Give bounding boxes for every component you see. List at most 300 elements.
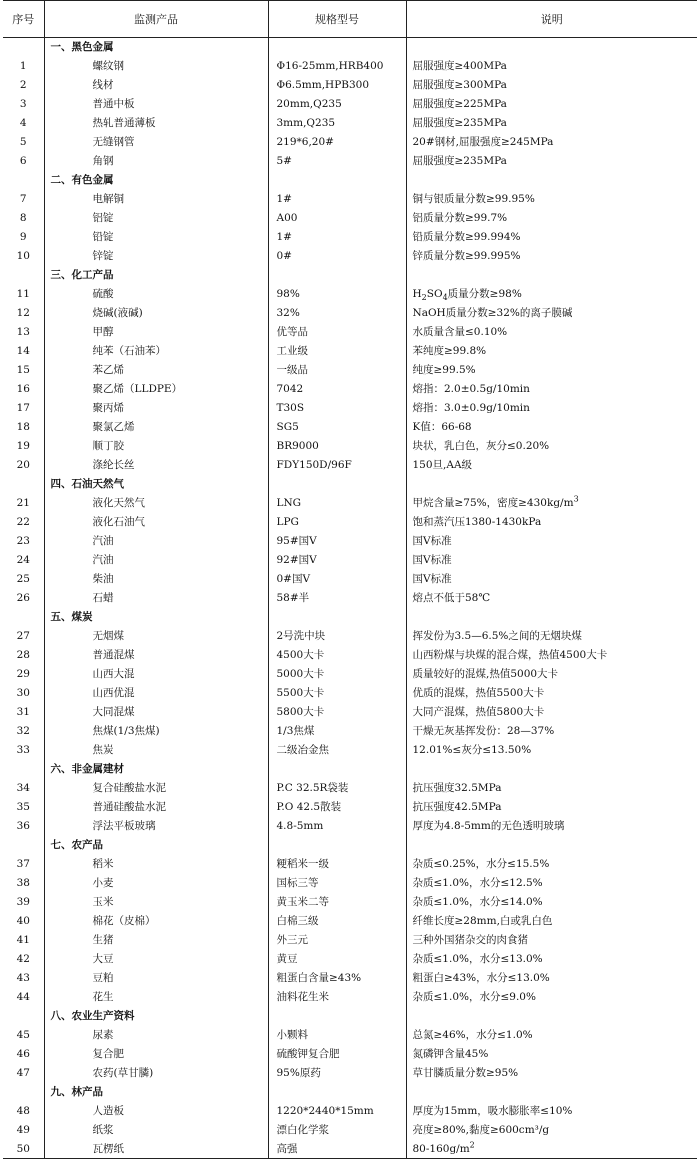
row-no: 30 [16,687,30,699]
row-spec: 黄豆 [268,950,406,969]
row-spec: 5800大卡 [268,703,406,722]
row-spec: 32% [268,304,406,323]
category-title: 六、非金属建材 [44,760,268,779]
row-desc: 总氮≥46%，水分≤1.0% [406,1026,697,1045]
row-spec: 20mm,Q235 [268,95,406,114]
row-spec: 5500大卡 [268,684,406,703]
row-product: 汽油 [44,551,268,570]
row-product: 复合肥 [44,1045,268,1064]
row-no: 45 [16,1029,30,1041]
category-desc-cell [406,266,697,285]
row-desc: 屈服强度≥400MPa [406,57,697,76]
table-row [3,95,697,114]
header-desc: 说明 [406,1,697,38]
row-desc: 熔点不低于58℃ [406,589,697,608]
row-desc: 熔指：2.0±0.5g/10min [406,380,697,399]
row-spec: 1220*2440*15mm [268,1102,406,1121]
category-title: 一、黑色金属 [44,38,268,57]
table-row [3,209,697,228]
category-row [3,608,697,627]
row-spec: 58#半 [268,589,406,608]
category-no-cell [3,836,44,855]
table-row [3,285,697,304]
table-row [3,779,697,798]
row-desc: 草甘膦质量分数≥95% [406,1064,697,1083]
row-spec: 小颗料 [268,1026,406,1045]
row-spec: SG5 [268,418,406,437]
table-row [3,665,697,684]
table-row [3,304,697,323]
row-spec: 4.8-5mm [268,817,406,836]
row-desc: 熔指：3.0±0.9g/10min [406,399,697,418]
row-product: 螺纹钢 [44,57,268,76]
category-row [3,836,697,855]
row-desc: 纯度≥99.5% [406,361,697,380]
category-spec-cell [268,266,406,285]
row-product: 普通混煤 [44,646,268,665]
category-spec-cell [268,171,406,190]
row-desc: 饱和蒸汽压1380-1430kPa [406,513,697,532]
row-desc: $H_2SO_4$质量分数≥98% [406,285,697,304]
row-no: 28 [16,649,30,661]
category-row [3,1083,697,1102]
row-desc: 干燥无灰基挥发份：28—37% [406,722,697,741]
row-spec: A00 [268,209,406,228]
row-no: 27 [16,630,30,642]
row-no: 3 [19,98,27,110]
row-desc: 优质的混煤，热值5500大卡 [406,684,697,703]
row-desc: 国Ⅴ标准 [406,551,697,570]
row-desc: 山西粉煤与块煤的混合煤，热值4500大卡 [406,646,697,665]
header-product: 监测产品 [44,1,268,38]
table-row [3,228,697,247]
category-no-cell [3,608,44,627]
row-spec: 高强 [268,1140,406,1159]
table-row [3,1045,697,1064]
table-row [3,342,697,361]
row-product: 无烟煤 [44,627,268,646]
table-row [3,532,697,551]
category-no-cell [3,1007,44,1026]
row-spec: 95%原药 [268,1064,406,1083]
row-no: 22 [16,516,30,528]
row-no: 33 [16,744,30,756]
category-title: 九、林产品 [44,1083,268,1102]
row-spec: BR9000 [268,437,406,456]
row-spec: 优等品 [268,323,406,342]
table-row [3,912,697,931]
table-row [3,57,697,76]
category-desc-cell [406,171,697,190]
row-desc: 国Ⅴ标准 [406,570,697,589]
table-row [3,684,697,703]
category-row [3,1007,697,1026]
row-product: 普通硅酸盐水泥 [44,798,268,817]
row-no: 15 [16,364,30,376]
header-no: 序号 [3,1,44,38]
row-no: 1 [19,60,27,72]
category-spec-cell [268,1083,406,1102]
row-product: 浮法平板玻璃 [44,817,268,836]
row-product: 花生 [44,988,268,1007]
row-desc: 厚度为4.8-5mm的无色透明玻璃 [406,817,697,836]
row-no: 17 [16,402,30,414]
table-row [3,456,697,475]
row-desc: 大同产混煤，热值5800大卡 [406,703,697,722]
row-product: 尿素 [44,1026,268,1045]
row-product: 山西大混 [44,665,268,684]
row-no: 35 [16,801,30,813]
row-no: 38 [16,877,30,889]
category-desc-cell [406,1083,697,1102]
row-spec: 95#国Ⅴ [268,532,406,551]
row-no: 44 [16,991,30,1003]
row-spec: 外三元 [268,931,406,950]
row-product: 纸浆 [44,1121,268,1140]
row-spec: 5000大卡 [268,665,406,684]
row-no: 11 [16,288,30,300]
row-no: 23 [16,535,30,547]
table-row [3,133,697,152]
category-row [3,760,697,779]
row-no: 48 [16,1105,30,1117]
row-product: 液化天然气 [44,494,268,513]
table-row [3,247,697,266]
row-product: 无缝钢管 [44,133,268,152]
row-desc: K值：66-68 [406,418,697,437]
row-no: 46 [16,1048,30,1060]
row-spec: 白棉三级 [268,912,406,931]
row-no: 10 [16,250,30,262]
row-no: 19 [16,440,30,452]
row-spec: 3mm,Q235 [268,114,406,133]
row-product: 烧碱(液碱) [44,304,268,323]
category-spec-cell [268,38,406,57]
row-spec: 219*6,20# [268,133,406,152]
row-desc: 苯纯度≥99.8% [406,342,697,361]
row-no: 5 [19,136,27,148]
row-spec: 粳稻米一级 [268,855,406,874]
table-row [3,494,697,513]
row-desc: 厚度为15mm，吸水膨胀率≤10% [406,1102,697,1121]
table-row [3,380,697,399]
table-row [3,114,697,133]
row-spec: 4500大卡 [268,646,406,665]
row-desc: 屈服强度≥225MPa [406,95,697,114]
row-no: 50 [3,1140,44,1159]
row-no: 34 [16,782,30,794]
row-product: 硫酸 [44,285,268,304]
category-no-cell [3,171,44,190]
row-no: 18 [16,421,30,433]
row-no: 24 [16,554,30,566]
category-desc-cell [406,1007,697,1026]
table-row [3,1064,697,1083]
row-spec: 工业级 [268,342,406,361]
row-product: 棉花（皮棉） [44,912,268,931]
row-no: 14 [16,345,30,357]
category-no-cell [3,38,44,57]
table-row [3,798,697,817]
category-desc-cell [406,608,697,627]
table-row [3,1140,697,1159]
row-desc: 杂质≤0.25%，水分≤15.5% [406,855,697,874]
row-desc: 杂质≤1.0%，水分≤12.5% [406,874,697,893]
row-desc: 150旦,AA级 [406,456,697,475]
table-row [3,76,697,95]
category-no-cell [3,760,44,779]
category-title: 二、有色金属 [44,171,268,190]
table-row [3,988,697,1007]
category-row [3,171,697,190]
table-row [3,703,697,722]
category-desc-cell [406,475,697,494]
row-spec: Φ6.5mm,HPB300 [268,76,406,95]
row-desc: 屈服强度≥300MPa [406,76,697,95]
row-product: 山西优混 [44,684,268,703]
row-no: 4 [19,117,27,129]
table-row [3,817,697,836]
row-product: 瓦楞纸 [44,1140,268,1159]
row-product: 普通中板 [44,95,268,114]
row-desc: 亮度≥80%,黏度≥600cm³/g [406,1121,697,1140]
table-row [3,551,697,570]
row-product: 顺丁胶 [44,437,268,456]
table-body [3,38,697,1159]
row-spec: 2号洗中块 [268,627,406,646]
table-row [3,589,697,608]
row-desc: 挥发份为3.5—6.5%之间的无烟块煤 [406,627,697,646]
category-no-cell [3,475,44,494]
table-row [3,437,697,456]
row-product: 甲醇 [44,323,268,342]
category-desc-cell [406,38,697,57]
category-row [3,38,697,57]
row-product: 电解铜 [44,190,268,209]
row-product: 柴油 [44,570,268,589]
row-product: 聚乙烯（LLDPE） [44,380,268,399]
row-no: 42 [16,953,30,965]
row-desc: 三种外国猪杂交的肉食猪 [406,931,697,950]
category-row [3,475,697,494]
table-row [3,323,697,342]
category-title: 五、煤炭 [44,608,268,627]
row-spec: 国标三等 [268,874,406,893]
row-product: 豆粕 [44,969,268,988]
row-product: 玉米 [44,893,268,912]
row-desc: 杂质≤1.0%，水分≤13.0% [406,950,697,969]
row-no: 31 [16,706,30,718]
row-spec: 1/3焦煤 [268,722,406,741]
row-no: 16 [16,383,30,395]
category-title: 三、化工产品 [44,266,268,285]
row-no: 39 [16,896,30,908]
row-desc: 国Ⅴ标准 [406,532,697,551]
table-header-row [3,1,697,38]
row-desc: 屈服强度≥235MPa [406,114,697,133]
table-row [3,152,697,171]
row-product: 锌锭 [44,247,268,266]
row-desc: 铜与银质量分数≥99.95% [406,190,697,209]
row-product: 苯乙烯 [44,361,268,380]
row-desc: 抗压强度32.5MPa [406,779,697,798]
row-product: 线材 [44,76,268,95]
row-no: 40 [16,915,30,927]
category-spec-cell [268,475,406,494]
row-product: 大同混煤 [44,703,268,722]
row-no: 6 [19,155,27,167]
row-product: 聚丙烯 [44,399,268,418]
table-row [3,513,697,532]
row-no: 49 [16,1124,30,1136]
row-no: 43 [16,972,30,984]
row-product: 农药(草甘膦) [44,1064,268,1083]
table-row [3,1121,697,1140]
row-no: 20 [16,459,30,471]
row-spec: 一级品 [268,361,406,380]
table-row [3,1026,697,1045]
row-product: 焦煤(1/3焦煤) [44,722,268,741]
row-product: 小麦 [44,874,268,893]
table-row [3,950,697,969]
row-no: 7 [19,193,27,205]
row-spec: FDY150D/96F [268,456,406,475]
row-spec: 0# [268,247,406,266]
row-desc: 水质量含量≤0.10% [406,323,697,342]
row-spec: 5# [268,152,406,171]
row-desc: 12.01%≤灰分≤13.50% [406,741,697,760]
row-no: 12 [16,307,30,319]
table-row [3,741,697,760]
row-spec: 1# [268,228,406,247]
row-desc: 粗蛋白≥43%，水分≤13.0% [406,969,697,988]
row-no: 25 [16,573,30,585]
category-no-cell [3,266,44,285]
row-no: 26 [16,592,30,604]
table-row [3,627,697,646]
row-spec: 黄玉米二等 [268,893,406,912]
row-desc: 质量较好的混煤,热值5000大卡 [406,665,697,684]
row-spec: 漂白化学浆 [268,1121,406,1140]
table-row [3,418,697,437]
row-desc: 纤维长度≥28mm,白或乳白色 [406,912,697,931]
row-spec: P.C 32.5R袋装 [268,779,406,798]
category-desc-cell [406,760,697,779]
row-spec: 92#国Ⅴ [268,551,406,570]
row-no: 8 [19,212,27,224]
table-row [3,874,697,893]
category-title: 四、石油天然气 [44,475,268,494]
table-row [3,361,697,380]
row-desc: 抗压强度42.5MPa [406,798,697,817]
row-desc: 氮磷钾含量45% [406,1045,697,1064]
row-product: 大豆 [44,950,268,969]
category-title: 八、农业生产资料 [44,1007,268,1026]
row-desc: 甲烷含量≥75%，密度$\ge 430kg/m^3$ [406,494,697,513]
row-desc: 铝质量分数≥99.7% [406,209,697,228]
table-row [3,399,697,418]
row-desc: 铅质量分数≥99.994% [406,228,697,247]
row-no: 2 [19,79,27,91]
row-spec: 7042 [268,380,406,399]
table-row [3,969,697,988]
row-product: 焦炭 [44,741,268,760]
row-product: 铝锭 [44,209,268,228]
price-monitoring-table [3,0,697,1159]
row-product: 纯苯（石油苯） [44,342,268,361]
row-desc: 20#钢材,屈服强度≥245MPa [406,133,697,152]
row-product: 石蜡 [44,589,268,608]
row-spec: 二级冶金焦 [268,741,406,760]
row-desc: 块状，乳白色，灰分≤0.20% [406,437,697,456]
table-row [3,1102,697,1121]
row-product: 液化石油气 [44,513,268,532]
table-row [3,646,697,665]
category-title: 七、农产品 [44,836,268,855]
row-desc: NaOH质量分数≥32%的离子膜碱 [406,304,697,323]
row-spec: LNG [268,494,406,513]
row-spec: 1# [268,190,406,209]
category-spec-cell [268,608,406,627]
row-product: 人造板 [44,1102,268,1121]
row-product: 生猪 [44,931,268,950]
category-desc-cell [406,836,697,855]
row-desc: 杂质≤1.0%，水分≤9.0% [406,988,697,1007]
category-spec-cell [268,836,406,855]
category-no-cell [3,1083,44,1102]
table-row [3,855,697,874]
category-row [3,266,697,285]
row-product: 复合硅酸盐水泥 [44,779,268,798]
row-no: 47 [16,1067,30,1079]
row-spec: 粗蛋白含量≥43% [268,969,406,988]
row-spec: 硫酸钾复合肥 [268,1045,406,1064]
table-row [3,931,697,950]
row-spec: 0#国Ⅴ [268,570,406,589]
header-spec: 规格型号 [268,1,406,38]
row-product: 汽油 [44,532,268,551]
row-no: 29 [16,668,30,680]
row-spec: LPG [268,513,406,532]
row-product: 聚氯乙烯 [44,418,268,437]
table-row [3,893,697,912]
row-spec: Φ16-25mm,HRB400 [268,57,406,76]
table-row [3,570,697,589]
row-no: 21 [16,497,30,509]
row-no: 9 [19,231,27,243]
table-row [3,190,697,209]
row-no: 13 [16,326,30,338]
row-spec: 油料花生米 [268,988,406,1007]
row-desc: 锌质量分数≥99.995% [406,247,697,266]
row-spec: T30S [268,399,406,418]
row-no: 41 [16,934,30,946]
row-desc: 杂质≤1.0%，水分≤14.0% [406,893,697,912]
row-product: 稻米 [44,855,268,874]
row-no: 37 [16,858,30,870]
category-spec-cell [268,760,406,779]
row-product: 涤纶长丝 [44,456,268,475]
row-product: 热轧普通薄板 [44,114,268,133]
row-no: 36 [16,820,30,832]
row-spec: 98% [268,285,406,304]
row-spec: P.O 42.5散装 [268,798,406,817]
row-desc: 屈服强度≥235MPa [406,152,697,171]
row-desc: $80-160g/m^2$ [406,1140,697,1159]
row-product: 铅锭 [44,228,268,247]
category-spec-cell [268,1007,406,1026]
row-product: 角钢 [44,152,268,171]
